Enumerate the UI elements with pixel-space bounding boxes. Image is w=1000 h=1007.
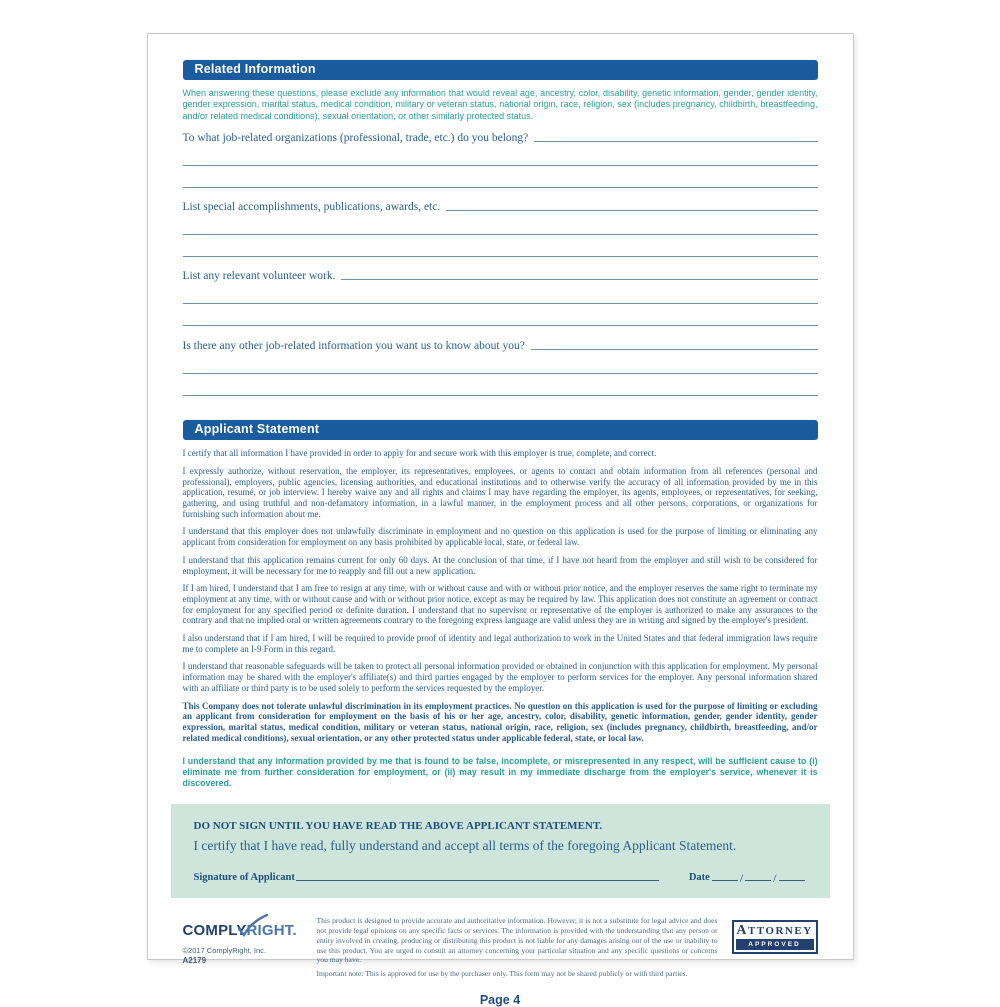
signature-input-line[interactable] (296, 880, 659, 881)
answer-line[interactable] (183, 352, 818, 374)
question-label: To what job-related organizations (professional, trade, etc.) do you belong? (182, 132, 529, 145)
answer-line[interactable] (183, 213, 818, 235)
complyright-logo (183, 914, 303, 939)
answer-line[interactable] (534, 141, 817, 142)
answer-line[interactable] (183, 304, 818, 326)
statement-paragraph: I expressly authorize, without reservation, the employer, its representatives, employees, or agents to contact and obtain information from all references (personal and professional), employers, public agencies, licensing authorities, and educational institutions and to otherwise verify the accuracy of all information provided by me in this application, resumé, or job interview. I hereby waive any and all rights and claims I may have regarding the employer, its agents, employees, or representatives, for seeking, gathering, and using truthful and non-defamatory information, in a lawful manner, in the employment process and all other persons, corporations, or organizations for furnishing such information about me. (182, 465, 818, 519)
answer-line[interactable] (183, 235, 818, 257)
logo-text-comply: COMPLY (182, 922, 247, 940)
question-accomplishments (183, 201, 818, 257)
question-label: Is there any other job-related information you want us to know about you? (182, 340, 525, 353)
logo-text-right: RIGHT. (246, 922, 297, 940)
date-month-field[interactable] (712, 880, 738, 881)
applicant-statement-body (183, 448, 818, 789)
legal-disclaimer: This product is designed to provide accurate and authoritative information. However, it is not a substitute for legal advice and does not provide legal opinions on any specific facts or services. The information is provided with the understanding that any person or entity involved in creating, producing or distributing this product is not liable for any damages arising out of the use or inability to use this product. You are urged to consult an attorney concerning your particular situation and any specific questions or concerns you may have. (316, 916, 718, 965)
statement-paragraph: I certify that all information I have provided in order to apply for and secure work with this employer is true, complete, and correct. (182, 448, 657, 459)
answer-line[interactable] (183, 374, 818, 396)
statement-paragraph-nondiscrimination: This Company does not tolerate unlawful discrimination in its employment practices. No question on this application is used for the purpose of limiting or excluding an applicant from consideration for employment on the basis of his or her age, ancestry, color, disability, genetic information, gender, gender identity, gender expression, marital status, medical condition, military or veteran status, national origin, race, religion, sex (includes pregnancy, childbirth, breastfeeding, and/or related medical conditions), sexual orientation, or any other protected status under applicable federal, state, or local law. (182, 700, 818, 743)
date-year-field[interactable] (779, 880, 805, 881)
answer-line[interactable] (531, 349, 818, 350)
page-number: Page 4 (479, 992, 521, 1007)
certification-text: I certify that I have read, fully understand and accept all terms of the foregoing Applicant Statement. (193, 838, 737, 854)
applicant-statement-header: Applicant Statement (183, 420, 818, 440)
badge-approved-text: APPROVED (736, 939, 814, 950)
eeo-exclusion-notice: When answering these questions, please exclude any information that would reveal age, ancestry, color, disability, genetic information, gender, gender identity, gender expression, marital status, medical condition, military or veteran status, national origin, race, religion, sex (includes pregnancy, childbirth, breastfeeding, and/or related medical conditions), sexual orientation, or other similarly protected status. (182, 88, 818, 121)
question-job-organizations (183, 132, 818, 188)
answer-line[interactable] (446, 210, 817, 211)
answer-line[interactable] (183, 144, 818, 166)
date-label: Date (688, 872, 710, 884)
signature-label: Signature of Applicant (193, 872, 295, 884)
form-number: A2179 (182, 956, 207, 966)
statement-paragraph: I understand that reasonable safeguards will be taken to protect all personal information provided or obtained in conjunction with this application for employment. My personal information may be shared with the employer's affiliate(s) and third parties engaged by the employer to perform services for the employer. Any personal information shared with an affiliate or third party is to be used solely to perform the services requested by the employer. (182, 661, 818, 693)
form-footer (183, 914, 818, 978)
copyright-text: ©2017 ComplyRight, Inc. (182, 946, 266, 956)
statement-paragraph: If I am hired, I understand that I am free to resign at any time, with or without cause and with or without prior notice, and the employer reserves the same right to terminate my employment at any time, with or without cause and with or without prior notice, except as may be required by law. This application does not constitute an agreement or contract for employment for any specified period or definite duration. I understand that no supervisor or representative of the employer is authorized to make any assurances to the contrary and that no implied oral or written agreements contrary to the foregoing express language are valid unless they are in writing and signed by the employer's president. (182, 583, 818, 626)
answer-line[interactable] (341, 279, 817, 280)
answer-line[interactable] (183, 166, 818, 188)
statement-paragraph: I also understand that if I am hired, I will be required to provide proof of identity and legal authorization to work in the United States and that federal immigration laws require me to complete an I-9 Form in this regard. (182, 633, 818, 654)
statement-paragraph: I understand that this application remains current for only 60 days. At the conclusion of that time, if I have not heard from the employer and still wish to be considered for employment, it will be necessary for me to reapply and fill out a new application. (182, 554, 818, 576)
date-day-field[interactable] (745, 880, 771, 881)
statement-paragraph: I understand that this employer does not unlawfully discriminate in employment and no question on this application is used for the purpose of limiting or eliminating any applicant from consideration for employment on any basis prohibited by applicable local, state, or federal law. (182, 526, 818, 548)
answer-line[interactable] (183, 282, 818, 304)
do-not-sign-warning: DO NOT SIGN UNTIL YOU HAVE READ THE ABOVE APPLICANT STATEMENT. (193, 820, 603, 833)
date-separator: / (773, 871, 777, 886)
statement-paragraph-falsification-warning: I understand that any information provided by me that is found to be false, incomplete, or misrepresented in any respect, will be sufficient cause to (i) eliminate me from further consideration for employment, or (ii) may result in my immediate discharge from the employer's service, whenever it is discovered. (182, 756, 818, 789)
application-form-page (147, 33, 854, 1007)
question-label: List special accomplishments, publications, awards, etc. (182, 201, 441, 214)
related-information-header: Related Information (183, 60, 818, 80)
attorney-approved-badge (732, 920, 818, 954)
signature-section (171, 804, 830, 898)
check-swoosh-icon (235, 914, 269, 938)
question-volunteer-work (183, 270, 818, 326)
question-other-information (183, 340, 818, 396)
important-note: Important note: This is approved for use by the purchaser only. This form may not be shared publicly or with third parties. (316, 968, 688, 978)
question-label: List any relevant volunteer work. (182, 270, 336, 283)
badge-attorney-text: ATTORNEY (736, 923, 813, 939)
date-separator: / (739, 871, 744, 886)
